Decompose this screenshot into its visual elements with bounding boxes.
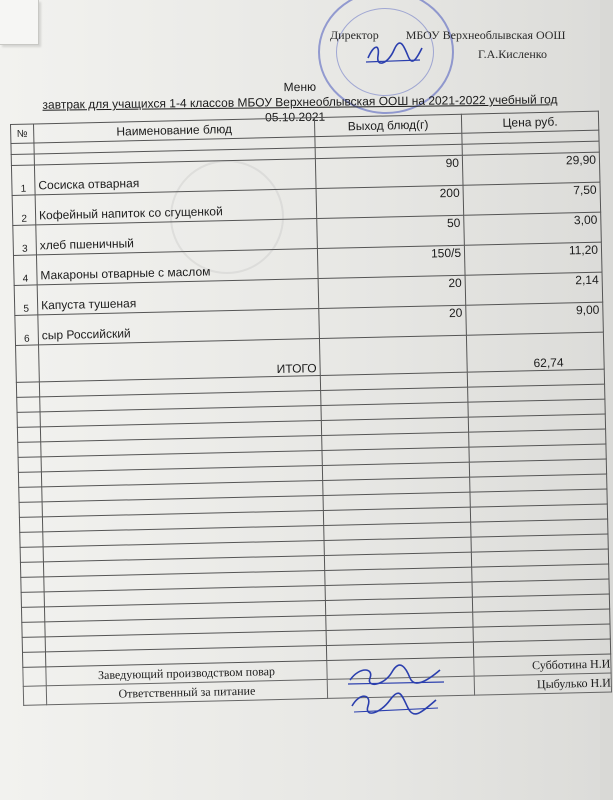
signature-name: Цыбулько Н.И	[474, 673, 611, 695]
signature-role: Ответственный за питание	[46, 679, 327, 704]
row-price: 11,20	[464, 242, 602, 275]
row-price: 3,00	[464, 212, 602, 245]
menu-table	[10, 111, 612, 706]
row-num: 5	[14, 285, 38, 316]
row-num: 3	[13, 225, 37, 256]
row-name: Кофейный напиток со сгущенкой	[35, 189, 317, 225]
row-output: 90	[315, 155, 463, 188]
signature-role: Заведующий производством повар	[46, 660, 327, 685]
row-output: 20	[319, 305, 467, 338]
row-output: 200	[316, 185, 464, 218]
menu-title: Меню	[283, 79, 317, 95]
row-name: Капуста тушеная	[37, 279, 319, 315]
row-price: 2,14	[465, 272, 603, 305]
signature-name: Субботина Н.И	[474, 654, 611, 676]
page-underneath-edge	[0, 0, 39, 45]
school-name: МБОУ Верхнеоблывская ООШ	[405, 28, 566, 42]
row-num: 2	[12, 195, 36, 226]
row-num: 4	[13, 255, 37, 286]
row-name: Макароны отварные с маслом	[36, 249, 318, 285]
header-name: Наименование блюд	[34, 118, 315, 143]
row-num: 6	[15, 315, 39, 346]
total-label: ИТОГО	[39, 339, 321, 382]
row-num: 1	[11, 165, 35, 196]
row-output: 20	[318, 275, 466, 308]
row-price: 9,00	[466, 302, 604, 335]
menu-subtitle: завтрак для учащихся 1-4 классов МБОУ Верхнеоблывская ООШ на 2021-2022 учебный год	[42, 92, 558, 112]
approval-block	[330, 28, 565, 62]
director-signature	[364, 38, 424, 68]
row-name: сыр Российский	[38, 309, 320, 345]
director-name: Г.А.Кисленко	[478, 47, 547, 61]
header-num: №	[11, 124, 34, 144]
director-label: Директор	[330, 28, 379, 42]
header-output: Выход блюд(г)	[314, 114, 461, 136]
row-output: 50	[317, 215, 465, 248]
row-name: хлеб пшеничный	[36, 219, 318, 255]
row-output: 150/5	[317, 245, 465, 278]
row-name: Сосиска отварная	[34, 159, 316, 195]
total-value: 62,74	[466, 332, 604, 372]
header-price: Цена руб.	[461, 111, 598, 133]
handwritten-signatures	[340, 662, 450, 722]
row-price: 29,90	[462, 152, 600, 185]
row-price: 7,50	[463, 182, 601, 215]
menu-table-wrapper	[10, 111, 613, 714]
menu-date: 05.10.2021	[265, 109, 326, 125]
